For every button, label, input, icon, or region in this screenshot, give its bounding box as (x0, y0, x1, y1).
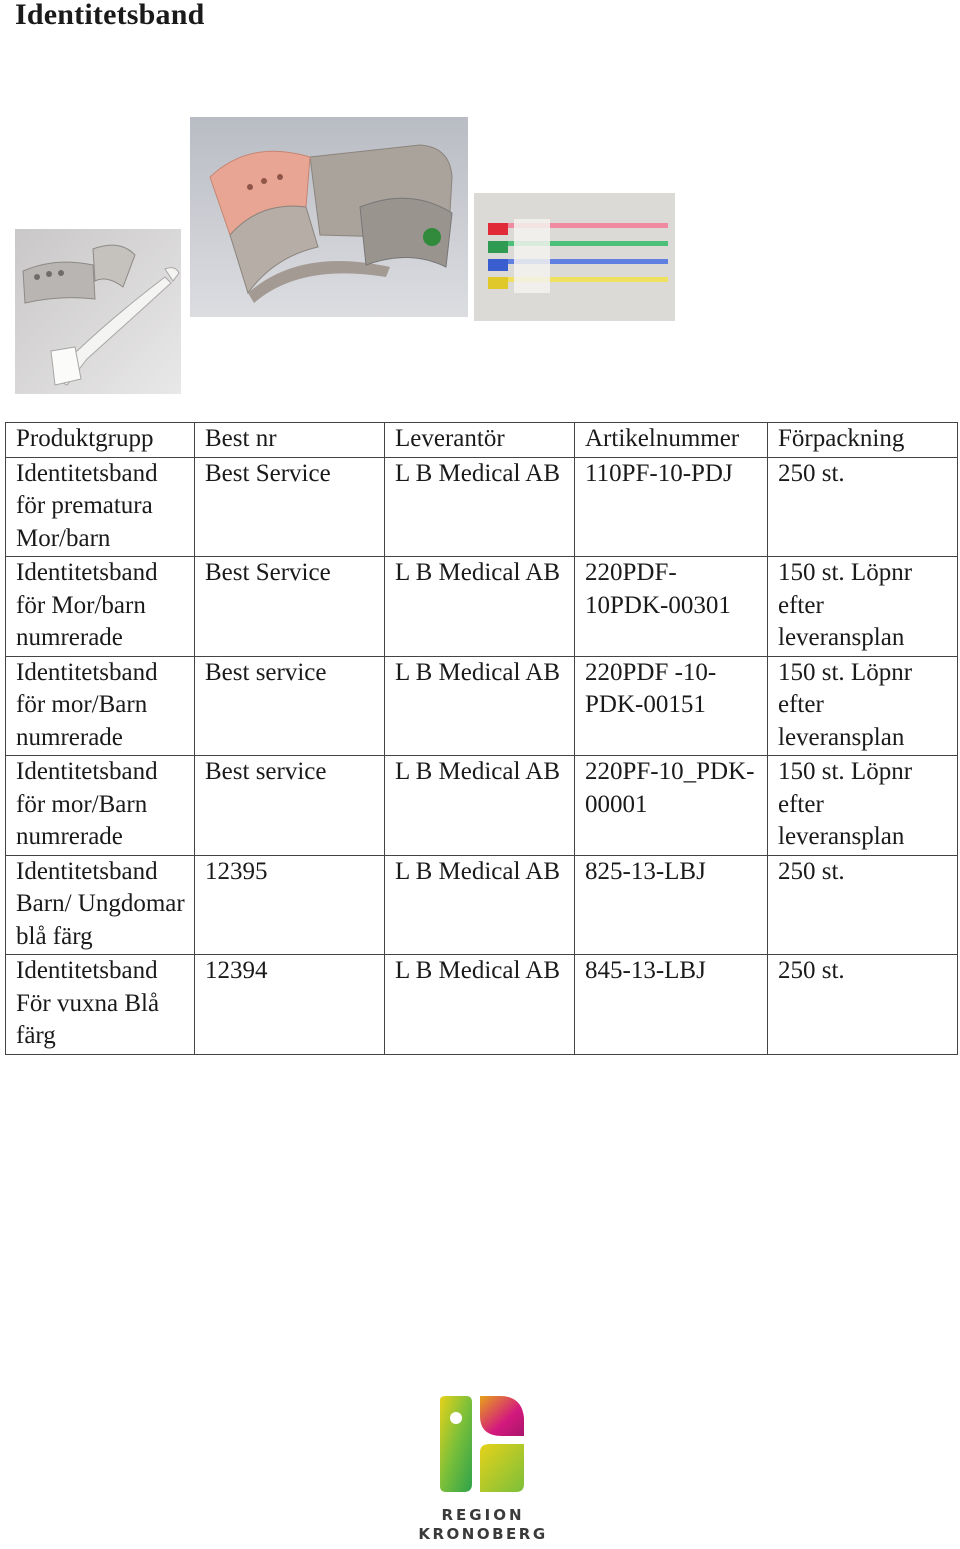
cell-forpackning: 150 st. Löpnr efter leveransplan (768, 756, 958, 856)
table-row (6, 756, 958, 856)
cell-artikelnummer: 845-13-LBJ (575, 955, 768, 1055)
cell-leverantor: L B Medical AB (385, 557, 575, 657)
cell-best-nr: Best Service (195, 557, 385, 657)
table-row (6, 855, 958, 955)
header-best-nr: Best nr (195, 423, 385, 458)
cell-produktgrupp: Identitetsband För vuxna Blå färg (6, 955, 195, 1055)
logo-mark-icon (438, 1396, 528, 1492)
cell-produktgrupp: Identitetsband för Mor/barn numrerade (6, 557, 195, 657)
cell-artikelnummer: 825-13-LBJ (575, 855, 768, 955)
cell-best-nr: 12395 (195, 855, 385, 955)
cell-leverantor: L B Medical AB (385, 656, 575, 756)
wristband-photo-white (15, 229, 181, 394)
cell-produktgrupp: Identitetsband för prematura Mor/barn (6, 457, 195, 557)
cell-best-nr: Best service (195, 656, 385, 756)
logo-text-kronoberg: KRONOBERG (418, 1525, 548, 1543)
table-row (6, 557, 958, 657)
cell-artikelnummer: 110PF-10-PDJ (575, 457, 768, 557)
logo-text-region: REGION (441, 1506, 525, 1524)
header-forpackning: Förpackning (768, 423, 958, 458)
cell-artikelnummer: 220PF-10_PDK-00001 (575, 756, 768, 856)
cell-artikelnummer: 220PDF-10PDK-00301 (575, 557, 768, 657)
table-row (6, 955, 958, 1055)
cell-leverantor: L B Medical AB (385, 457, 575, 557)
cell-artikelnummer: 220PDF -10-PDK-00151 (575, 656, 768, 756)
cell-best-nr: Best service (195, 756, 385, 856)
cell-best-nr: 12394 (195, 955, 385, 1055)
table-header-row (6, 423, 958, 458)
region-kronoberg-logo (416, 1396, 550, 1546)
cell-best-nr: Best Service (195, 457, 385, 557)
header-produktgrupp: Produktgrupp (6, 423, 195, 458)
cell-produktgrupp: Identitetsband Barn/ Ungdomar blå färg (6, 855, 195, 955)
header-artikelnummer: Artikelnummer (575, 423, 768, 458)
cell-leverantor: L B Medical AB (385, 756, 575, 856)
header-leverantor: Leverantör (385, 423, 575, 458)
wristband-photo-soft (190, 117, 468, 317)
product-table (5, 422, 958, 1055)
cell-produktgrupp: Identitetsband för mor/Barn numrerade (6, 756, 195, 856)
cell-forpackning: 250 st. (768, 855, 958, 955)
cell-leverantor: L B Medical AB (385, 955, 575, 1055)
table-row (6, 656, 958, 756)
table-row (6, 457, 958, 557)
cell-leverantor: L B Medical AB (385, 855, 575, 955)
cell-forpackning: 150 st. Löpnr efter leveransplan (768, 656, 958, 756)
cell-forpackning: 150 st. Löpnr efter leveransplan (768, 557, 958, 657)
page-title: Identitetsband (15, 0, 205, 31)
wristband-photo-colored (474, 193, 675, 321)
cell-forpackning: 250 st. (768, 955, 958, 1055)
cell-produktgrupp: Identitetsband för mor/Barn numrerade (6, 656, 195, 756)
cell-forpackning: 250 st. (768, 457, 958, 557)
